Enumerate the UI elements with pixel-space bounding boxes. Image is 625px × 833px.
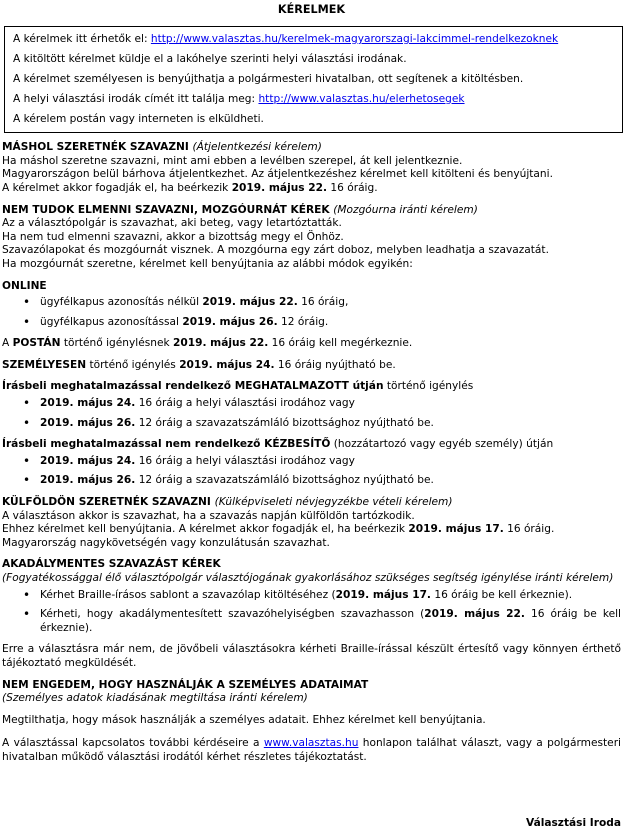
text-part: A xyxy=(2,337,13,350)
list-item xyxy=(2,397,621,411)
section-accessible xyxy=(2,558,621,670)
text-line: Magyarország nagykövetségén vagy konzulátusán szavazhat. xyxy=(2,536,330,549)
section-heading xyxy=(2,204,621,218)
text-line xyxy=(2,182,621,196)
info-line-send: A kitöltött kérelmet küldje el a lakóhelye szerinti helyi választási irodának. xyxy=(13,52,407,65)
heading-subtitle: (Fogyatékossággal élő választópolgár választójogának gyakorlásához szükséges segítség igénylése iránti kérelem) xyxy=(2,572,614,584)
text-part: 12 óráig a szavazatszámláló bizottsághoz nyújtható be. xyxy=(135,416,434,429)
info-text: A helyi választási irodák címét itt találja meg: xyxy=(13,92,259,105)
bold-term: SZEMÉLYESEN xyxy=(2,358,87,371)
bold-term: Írásbeli meghatalmazással rendelkező MEGHATALMAZOTT útján xyxy=(2,380,384,393)
deadline-date: 2019. május 26. xyxy=(40,474,136,487)
text-part: 12 óráig a szavazatszámláló bizottsághoz nyújtható be. xyxy=(135,474,434,487)
signature: Választási Iroda xyxy=(525,817,621,830)
text-line: Erre a választásra már nem, de jövőbeli választásokra kérheti Braille-írással készült értesítő vagy könnyen érthető tájékoztató megküldését. xyxy=(2,643,621,669)
text-line: Az a választópolgár is szavazhat, aki beteg, vagy letartóztatták. xyxy=(2,217,342,230)
info-line-forms xyxy=(13,33,614,47)
heading-subtitle: (Külképviseleti névjegyzékbe vételi kérelem) xyxy=(214,496,453,509)
proxy-line xyxy=(2,380,621,394)
section-transfer xyxy=(2,141,621,195)
personal-line xyxy=(2,359,621,373)
text-part: ügyfélkapus azonosítás nélkül xyxy=(40,296,203,309)
deadline-date: 2019. május 22. xyxy=(424,608,525,621)
deadline-date: 2019. május 24. xyxy=(40,397,136,410)
text-part: Kérheti, hogy akadálymentesített szavazóhelyiségben szavazhasson ( xyxy=(40,608,425,621)
text-line xyxy=(2,523,621,537)
text-line: Magyarországon belül bárhova átjelentkezhet. Az átjelentkezéshez kérelmet kell kitölteni és benyújtani. xyxy=(2,168,553,181)
deadline-date: 2019. május 24. xyxy=(179,358,275,371)
list-item xyxy=(2,455,621,469)
text-line: A választáson akkor is szavazhat, ha a szavazás napján külföldön tartózkodik. xyxy=(2,509,415,522)
text-part: ügyfélkapus azonosítással xyxy=(40,315,183,328)
post-line xyxy=(2,337,621,351)
bold-term: POSTÁN xyxy=(12,337,61,350)
section-heading: NEM ENGEDEM, HOGY HASZNÁLJÁK A SZEMÉLYES ADATAIMAT xyxy=(2,678,369,691)
info-line-personal: A kérelmet személyesen is benyújthatja a polgármesteri hivatalban, ott segítenek a kitöltésben. xyxy=(13,72,524,85)
heading-subtitle: (Személyes adatok kiadásának megtiltása iránti kérelem) xyxy=(2,692,308,705)
section-heading xyxy=(2,141,621,155)
page-title: KÉRELMEK xyxy=(277,3,346,16)
list-item xyxy=(2,417,621,431)
forms-link[interactable]: http://www.valasztas.hu/kerelmek-magyarorszagi-lakcimmel-rendelkezoknek xyxy=(150,33,559,45)
text-part: 16 óráig a helyi választási irodához vagy xyxy=(135,454,355,467)
text-part: Ehhez kérelmet kell benyújtania. A kérelmet akkor fogadják el, ha beérkezik xyxy=(2,523,409,536)
info-text: A kérelmek itt érhetők el: xyxy=(13,33,151,45)
text-part: (hozzátartozó vagy egyéb személy) útján xyxy=(330,438,554,451)
deadline-date: 2019. május 17. xyxy=(335,588,431,601)
text-part: A választással kapcsolatos további kérdéseire a xyxy=(2,737,264,750)
text-part: 12 óráig. xyxy=(277,315,329,328)
offices-link[interactable]: http://www.valasztas.hu/elerhetosegek xyxy=(258,92,465,105)
deadline-date: 2019. május 22. xyxy=(231,181,328,194)
text-part: 16 óráig, xyxy=(297,296,349,309)
text-part: történő igénylés xyxy=(86,358,180,371)
list-item xyxy=(2,608,621,635)
list-item xyxy=(2,296,621,310)
section-abroad xyxy=(2,496,621,550)
text-line: Szavazólapokat és mozgóurnát visznek. A mozgóurna egy zárt doboz, melyben leadhatja a szavazatát. xyxy=(2,244,549,257)
list-item xyxy=(2,316,621,330)
deadline-date: 2019. május 24. xyxy=(40,454,136,467)
heading-subtitle: (Mozgóurna iránti kérelem) xyxy=(333,203,478,216)
text-part: 16 óráig. xyxy=(503,523,555,536)
courier-list xyxy=(2,455,621,488)
text-part: 16 óráig a helyi választási irodához vagy xyxy=(135,397,355,410)
courier-line xyxy=(2,438,621,452)
text-part: 16 óráig be kell érkeznie). xyxy=(430,588,573,601)
deadline-date: 2019. május 26. xyxy=(40,416,136,429)
list-item xyxy=(2,474,621,488)
text-part: 16 óráig be kell érkeznie). xyxy=(40,608,621,634)
text-part: történő igénylés xyxy=(383,380,474,393)
text-part: 16 óráig. xyxy=(327,181,378,194)
bold-term: Írásbeli meghatalmazással nem rendelkező KÉZBESÍTŐ xyxy=(2,438,331,451)
text-part: Kérhet Braille-írásos sablont a szavazólap kitöltéséhez ( xyxy=(40,588,336,601)
proxy-list xyxy=(2,397,621,430)
section-mobile-box xyxy=(2,204,621,489)
deadline-date: 2019. május 26. xyxy=(182,315,278,328)
list-item xyxy=(2,589,621,603)
deadline-date: 2019. május 17. xyxy=(408,523,504,536)
text-part: 16 óráig kell megérkeznie. xyxy=(268,337,413,350)
text-line: Ha mozgóurnát szeretne, kérelmet kell benyújtania az alábbi módok egyikén: xyxy=(2,257,413,270)
info-line-post: A kérelem postán vagy interneten is elküldheti. xyxy=(13,112,264,125)
section-heading: AKADÁLYMENTES SZAVAZÁST KÉREK xyxy=(2,558,221,571)
text-line: Ha nem tud elmenni szavazni, akkor a bizottság megy el Önhöz. xyxy=(2,230,344,243)
accessible-list xyxy=(2,589,621,636)
heading-text: KÜLFÖLDÖN SZERETNÉK SZAVAZNI xyxy=(2,496,211,509)
info-line-offices xyxy=(13,93,614,107)
heading-text: NEM TUDOK ELMENNI SZAVAZNI, MOZGÓURNÁT KÉREK xyxy=(2,203,330,216)
online-heading: ONLINE xyxy=(2,279,47,292)
online-list xyxy=(2,296,621,329)
info-box xyxy=(4,26,623,133)
text-part: 16 óráig nyújtható be. xyxy=(274,358,396,371)
section-heading xyxy=(2,496,621,510)
text-line: Megtilthatja, hogy mások használják a személyes adatait. Ehhez kérelmet kell benyújtania. xyxy=(2,713,486,726)
deadline-date: 2019. május 22. xyxy=(202,296,298,309)
text-part: A kérelmet akkor fogadják el, ha beérkezik xyxy=(2,181,232,194)
heading-text: MÁSHOL SZERETNÉK SZAVAZNI xyxy=(2,141,189,154)
heading-subtitle: (Átjelentkezési kérelem) xyxy=(192,141,322,154)
deadline-date: 2019. május 22. xyxy=(172,337,269,350)
footer-info xyxy=(2,737,621,764)
text-part: történő igénylésnek xyxy=(60,337,173,350)
text-line: Ha máshol szeretne szavazni, mint ami ebben a levélben szerepel, át kell jelentkeznie. xyxy=(2,154,463,167)
section-data-privacy xyxy=(2,679,621,728)
text-part: honlapon találhat választ, vagy a polgármesteri hivatalban működő választási irodától kérhet részletes tájékoztatást. xyxy=(2,737,621,763)
website-link[interactable]: www.valasztas.hu xyxy=(263,737,359,750)
